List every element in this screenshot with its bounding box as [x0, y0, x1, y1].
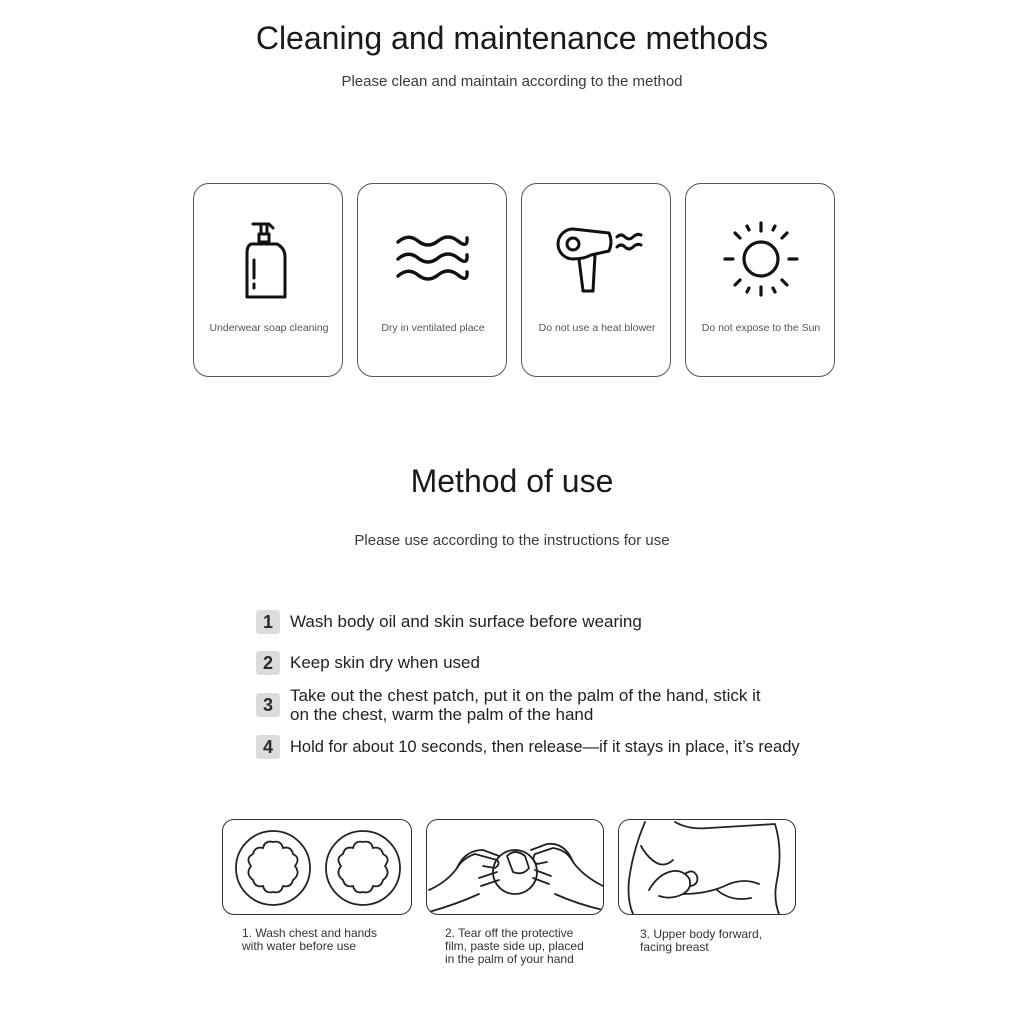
step-1: [256, 610, 642, 634]
illustration-caption: 3. Upper body forward, facing breast: [640, 927, 763, 954]
soap-bottle-icon: [194, 214, 344, 304]
step-number: 3: [256, 693, 280, 717]
care-card-sun: [685, 183, 835, 377]
step-text: Hold for about 10 seconds, then release—if it stays in place, it’s ready: [290, 738, 800, 756]
care-card-soap: [193, 183, 343, 377]
body-applying-patch-illustration: [618, 819, 796, 915]
usage-title: Method of use: [410, 463, 614, 499]
illustration-caption: 2. Tear off the protective film, paste side up, placed in the palm of your hand: [445, 926, 584, 966]
cleaning-subtitle: Please clean and maintain according to the method: [341, 73, 683, 90]
step-text: Wash body oil and skin surface before wearing: [290, 612, 642, 631]
wind-waves-icon: [358, 214, 508, 304]
step-number: 1: [256, 610, 280, 634]
hair-dryer-icon: [522, 214, 672, 304]
care-card-dry: [357, 183, 507, 377]
step-2: [256, 651, 480, 675]
care-card-label: Dry in ventilated place: [381, 322, 485, 334]
cleaning-title: Cleaning and maintenance methods: [255, 20, 769, 56]
step-number: 2: [256, 651, 280, 675]
care-card-label: Do not expose to the Sun: [701, 322, 821, 334]
usage-subtitle: Please use according to the instructions for use: [354, 532, 670, 549]
step-3: [256, 686, 761, 724]
step-text: Take out the chest patch, put it on the palm of the hand, stick it on the chest, warm the palm of the hand: [290, 686, 761, 724]
flower-pads-illustration: [222, 819, 412, 915]
care-card-dryer: [521, 183, 671, 377]
care-card-label: Underwear soap cleaning: [209, 322, 329, 334]
care-card-label: Do not use a heat blower: [538, 322, 656, 334]
illustration-caption: 1. Wash chest and hands with water before use: [242, 926, 377, 953]
hands-peeling-film-illustration: [426, 819, 604, 915]
step-text: Keep skin dry when used: [290, 653, 480, 672]
step-4: [256, 735, 800, 759]
sun-icon: [686, 214, 836, 304]
step-number: 4: [256, 735, 280, 759]
